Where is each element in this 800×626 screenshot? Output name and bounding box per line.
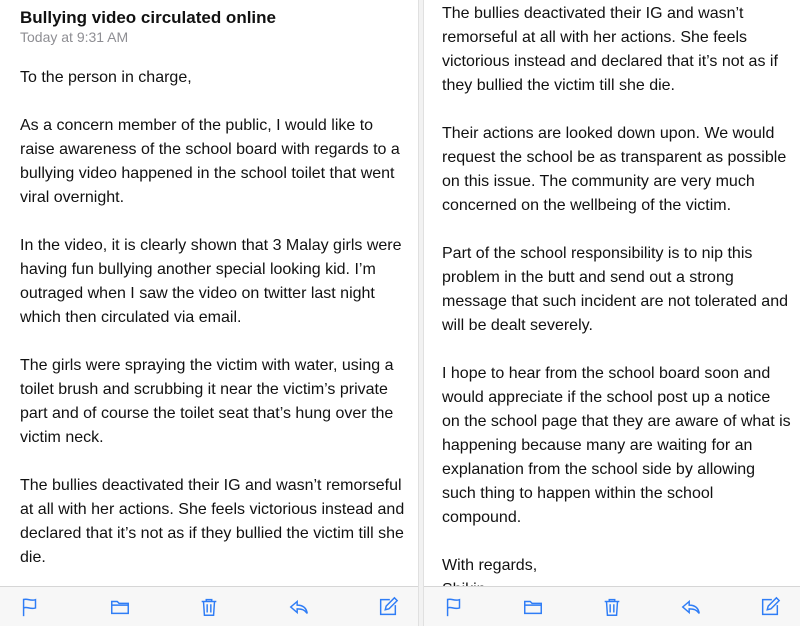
reply-icon <box>680 596 702 618</box>
trash-icon <box>601 596 623 618</box>
trash-button[interactable] <box>598 593 626 621</box>
email-body-left <box>20 66 408 570</box>
body-paragraph: The girls were spraying the victim with water, using a toilet brush and scrubbing it near the victim’s private part and of course the toilet seat that’s hung over the victim neck. <box>20 357 394 446</box>
move-to-folder-button[interactable] <box>519 593 547 621</box>
reply-button[interactable] <box>285 593 313 621</box>
flag-icon <box>443 596 465 618</box>
flag-button[interactable] <box>440 593 468 621</box>
email-subject: Bullying video circulated online <box>20 8 276 27</box>
body-paragraph: The bullies deactivated their IG and wasn’t remorseful at all with her actions. She feels victorious instead and declared that it’s not as if they bullied the victim till she die. <box>20 477 405 566</box>
email-body-right <box>442 2 792 602</box>
folder-icon <box>522 596 544 618</box>
body-paragraph: Their actions are looked down upon. We would request the school be as transparent as possible on this issue. The community are very much concerned on the wellbeing of the victim. <box>442 125 787 214</box>
body-paragraph: As a concern member of the public, I would like to raise awareness of the school board with regards to a bullying video happened in the school toilet that went viral overnight. <box>20 117 400 206</box>
closing-line: With regards, <box>442 557 538 574</box>
body-paragraph: The bullies deactivated their IG and wasn’t remorseful at all with her actions. She feels victorious instead and declared that it’s not as if they bullied the victim till she die. <box>442 5 778 94</box>
flag-button[interactable] <box>16 593 44 621</box>
reply-icon <box>288 596 310 618</box>
email-time: Today at 9:31 AM <box>20 29 129 45</box>
body-paragraph: Part of the school responsibility is to nip this problem in the butt and send out a strong message that such incident are not tolerated and will be dealt severely. <box>442 245 788 334</box>
flag-icon <box>19 596 41 618</box>
mail-toolbar-left <box>0 586 418 626</box>
mail-view-right <box>424 0 800 626</box>
reply-button[interactable] <box>677 593 705 621</box>
mail-toolbar-right <box>424 586 800 626</box>
folder-icon <box>109 596 131 618</box>
compose-icon <box>759 596 781 618</box>
compose-button[interactable] <box>374 593 402 621</box>
compose-button[interactable] <box>756 593 784 621</box>
body-paragraph: To the person in charge, <box>20 69 192 86</box>
body-paragraph: I hope to hear from the school board soon and would appreciate if the school post up a notice on the school page that they are aware of what is happening because many are waiting for an explanation from the school side by allowing such thing to happen within the school compound. <box>442 365 791 526</box>
trash-icon <box>198 596 220 618</box>
move-to-folder-button[interactable] <box>106 593 134 621</box>
compose-icon <box>377 596 399 618</box>
body-paragraph: In the video, it is clearly shown that 3 Malay girls were having fun bullying another special looking kid. I’m outraged when I saw the video on twitter last night which then circulated via email. <box>20 237 402 326</box>
trash-button[interactable] <box>195 593 223 621</box>
